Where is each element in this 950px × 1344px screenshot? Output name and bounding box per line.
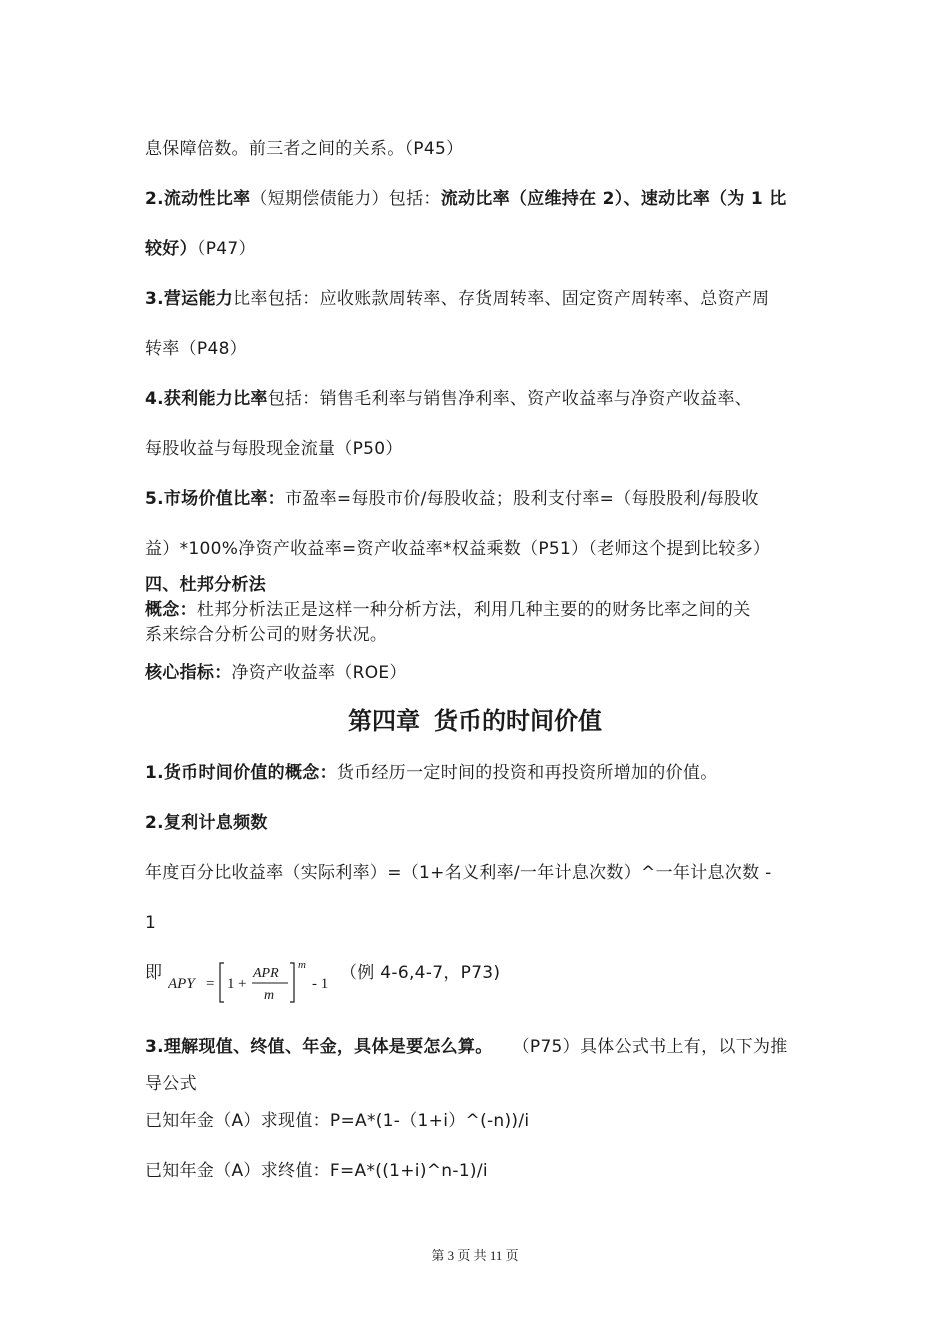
formula-numerator: APR	[253, 966, 279, 981]
paragraph-market-value-ratio-cont	[145, 537, 815, 561]
formula-lhs: APY	[168, 976, 195, 992]
text: 市盈率=每股市价/每股收益；股利支付率=（每股股利/每股收	[285, 489, 759, 509]
formula-plus: +	[238, 976, 247, 992]
term-pv-fv-annuity: 3.理解现值、终值、年金，具体是要怎么算。	[145, 1037, 493, 1057]
term-operating-ability: 3.营运能力	[145, 289, 234, 309]
paragraph-profitability-ratio-cont	[145, 437, 815, 461]
section-heading-dupont: 四、杜邦分析法	[145, 575, 267, 595]
text: 益）*100%净资产收益率=资产收益率*权益乘数（P51）（老师这个提到比较多）	[145, 539, 771, 559]
paragraph-profitability-ratio	[145, 387, 815, 411]
paragraph-ratio-relation	[145, 137, 815, 161]
text: 杜邦分析法正是这样一种分析方法，利用几种主要的的财务比率之间的关	[196, 600, 751, 620]
text: 年度百分比收益率（实际利率）=（1+名义利率/一年计息次数）^一年计息次数 -	[145, 863, 772, 883]
term-market-value: 5.市场价值比率：	[145, 489, 285, 509]
text: 已知年金（A）求现值：P=A*(1-（1+i）^(-n))/i	[145, 1111, 530, 1131]
paragraph-operating-ratio-cont	[145, 337, 815, 361]
text: 转率（P48）	[145, 339, 247, 359]
text: 比率包括：应收账款周转率、存货周转率、固定资产周转率、总资产周	[233, 289, 770, 309]
chapter-number: 第四章	[348, 707, 420, 735]
formula-exponent: m	[298, 959, 306, 971]
chapter-title	[0, 705, 950, 737]
text: 每股收益与每股现金流量（P50）	[145, 439, 403, 459]
formula-one: 1	[227, 976, 235, 992]
text: 包括：销售毛利率与销售净利率、资产收益率与净资产收益率、	[267, 389, 753, 409]
paragraph-pv-fv-annuity-cont	[145, 1072, 815, 1096]
heading-compounding-frequency: 2.复利计息频数	[145, 813, 268, 833]
text: 已知年金（A）求终值：F=A*((1+i)^n-1)/i	[145, 1161, 488, 1181]
label-concept: 概念：	[145, 600, 197, 620]
text: （例 4-6,4-7，P73)	[340, 963, 501, 983]
text: （P75）具体公式书上有，以下为推	[512, 1037, 788, 1057]
term-profitability: 4.获利能力比率	[145, 389, 268, 409]
formula-example-ref	[340, 961, 500, 985]
apy-formula	[168, 957, 348, 1009]
text: 1	[145, 913, 157, 933]
formula-denominator: m	[264, 988, 275, 1003]
bracket-right	[290, 963, 294, 1002]
text: 导公式	[145, 1074, 197, 1094]
formula-present-value	[145, 1109, 815, 1133]
term-cont: 较好）	[145, 239, 197, 259]
chapter-name: 货币的时间价值	[434, 707, 602, 735]
text: 即	[145, 963, 163, 983]
term-liquidity-ratio: 流动性比率	[163, 189, 251, 209]
term-current-quick-ratio: 流动比率（应维持在 2）、速动比率（为 1 比	[440, 189, 787, 209]
label-core-indicator: 核心指标：	[145, 663, 232, 683]
paragraph-operating-ratio	[145, 287, 815, 311]
paragraph-liquidity-ratio	[145, 187, 815, 211]
text: （短期偿债能力）包括：	[250, 189, 441, 209]
bracket-left	[220, 963, 224, 1002]
text: 货币经历一定时间的投资和再投资所增加的价值。	[336, 763, 718, 783]
paragraph-pv-fv-annuity	[145, 1035, 815, 1059]
text: 系来综合分析公司的财务状况。	[145, 625, 388, 645]
term-time-value: 1.货币时间价值的概念：	[145, 763, 337, 783]
formula-minus-one: - 1	[312, 976, 329, 992]
paragraph-apy-definition-cont	[145, 911, 815, 935]
page-ref: （P47）	[196, 239, 256, 259]
paragraph-market-value-ratio	[145, 487, 815, 511]
page-footer: 第 3 页 共 11 页	[431, 1248, 519, 1263]
text: 净资产收益率（ROE）	[231, 663, 407, 683]
paragraph-dupont-concept	[145, 598, 815, 622]
paragraph-time-value-concept	[145, 761, 815, 785]
formula-eq: =	[206, 976, 215, 992]
paragraph-apy-definition	[145, 861, 815, 885]
text: 息保障倍数。前三者之间的关系。（P45）	[145, 139, 464, 159]
item-number: 2.	[145, 189, 164, 209]
formula-future-value	[145, 1159, 815, 1183]
paragraph-dupont-concept-cont	[145, 623, 815, 647]
paragraph-core-indicator	[145, 661, 815, 685]
paragraph-liquidity-ratio-cont	[145, 237, 815, 261]
